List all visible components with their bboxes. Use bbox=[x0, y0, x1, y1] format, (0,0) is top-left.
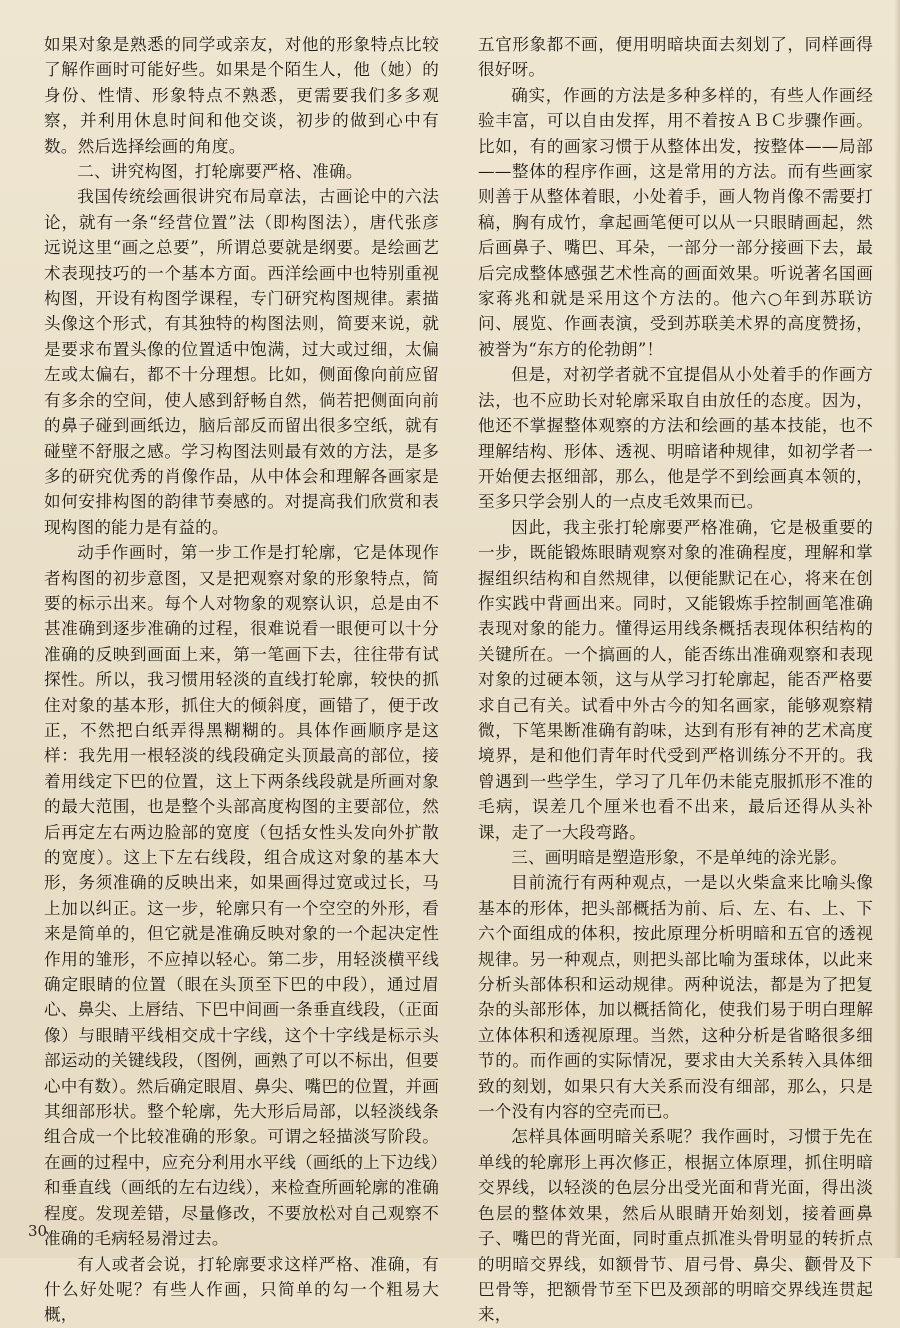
section-heading-light-shade: 三、画明暗是塑造形象，不是单纯的涂光影。 bbox=[511, 848, 848, 867]
paragraph-two-views: 目前流行有两种观点，一是以火柴盒来比喻头像基本的形体，把头部概括为前、后、左、右、上、下六个面组成的体积，按此原理分析明暗和五官的透视规律。另一种观点，则把头部比喻为蛋球体，以此来分析头部体积和运动规律。两种说法，都是为了把复杂的头部形体，加以概括简化，使我们易于明白理解立体体积和透视原理。当然，这种分析是省略很多细节的。而作画的实际情况，要求由大关系转入具体细致的刻划，如果只有大关系而没有细部，那么，只是一个没有内容的空壳而已。 bbox=[478, 873, 873, 1122]
paragraph-continued-question: 五官形象都不画，便用明暗块面去刻划了，同样画得很好呀。 bbox=[478, 35, 873, 80]
section-heading-composition: 二、讲究构图，打轮廓要严格、准确。 bbox=[77, 162, 363, 182]
paragraph-outline-steps: 动手作画时，第一步工作是打轮廓，它是体现作者构图的初步意图，又是把观察对象的形象特点，简要的标示出来。每个人对物象的观察认识，总是由不甚准确到逐步准确的过程，很难说看一眼便可以十分准确的反映到画面上来，第一笔画下去，往往带有试探性。所以，我习惯用轻淡的直线打轮廓，较快的抓住对象的基本形，抓住大的倾斜度，画错了，便于改正，不然把白纸弄得黑糊糊的。具体作画顺序是这样：我先用一根轻淡的线段确定头顶最高的部位，接着用线定下巴的位置，这上下两条线段就是所画对象的最大范围，也是整个头部高度构图的主要部位，然后再定左右两边脸部的宽度（包括女性头发向外扩散的宽度）。这上下左右线段，组合成这对象的基本大形，务须准确的反映出来，如果画得过宽或过长，马上加以纠正。这一步，轮廓只有一个空空的外形，看来是简单的，但它就是准确反映对象的一个起决定性作用的雏形，不应掉以轻心。第二步，用轻淡横平线确定眼睛的位置（眼在头顶至下巴的中段），通过眉心、鼻尖、上唇结、下巴中间画一条垂直线段，（正面像）与眼睛平线相交成十字线，这个十字线是标示头部运动的关键线段，（图例，画熟了可以不标出，但要心中有数）。然后确定眼眉、鼻尖、嘴巴的位置，并画其细部形状。整个轮廓，先大形后局部，以轻淡线条组合成一个比较准确的形象。可谓之轻描淡写阶段。在画的过程中，应充分利用水平线（画纸的上下边线）和垂直线（画纸的左右边线），来检查所画轮廓的准确程度。发现差错，尽量修改，不要放松对自己观察不准确的毛病轻易滑过去。 bbox=[44, 543, 439, 1249]
paragraph-beginners: 但是，对初学者就不宜提倡从小处着手的作画方法，也不应助长对轮廓采取自由放任的态度。因为，他还不掌握整体观察的方法和绘画的基本技能，也不理解结构、形体、透视、明暗诸种规律，如初学者一开始便去抠细部，那么，他是学不到绘画真本领的，至多只学会别人的一点皮毛效果而已。 bbox=[478, 365, 873, 512]
paragraph-how-to-shade: 怎样具体画明暗关系呢？我作画时，习惯于先在单线的轮廓形上再次修正，根据立体原理，抓住明暗交界线，以轻淡的色层分出受光面和背光面，得出淡色层的整体效果，然后从眼睛开始刻划，接着画鼻子、嘴巴的背光面，同时重点抓准头骨明显的转折点的明暗交界线，如额骨节、眉弓骨、鼻尖、颧骨及下巴骨等，把额骨节至下巴及颈部的明暗交界线连贯起来， bbox=[478, 1127, 873, 1325]
right-text-column bbox=[478, 32, 873, 1328]
paragraph-composition-tradition: 我国传统绘画很讲究布局章法，古画论中的六法论，就有一条“经营位置”法（即构图法），唐代张彦远说这里“画之总要”，所谓总要就是纲要。是绘画艺术表现技巧的一个基本方面。西洋绘画中也特别重视构图，开设有构图学课程，专门研究构图规律。素描头像这个形式，有其独特的构图法则，简要来说，就是要求布置头像的位置适中饱满，过大或过细，太偏左或太偏右，都不十分理想。比如，侧面像向前应留有多余的空间，使人感到舒畅自然，倘若把侧面向前的鼻子碰到画纸边，脑后部反而留出很多空纸，就有碰壁不舒服之感。学习构图法则最有效的方法，是多多的研究优秀的肖像作品，从中体会和理解各画家是如何安排构图的韵律节奏感的。对提高我们欣赏和表现构图的能力是有益的。 bbox=[44, 187, 439, 537]
page-edge-shadow bbox=[894, 0, 900, 1258]
paragraph-continued-intro: 如果对象是熟悉的同学或亲友，对他的形象特点比较了解作画时可能好些。如果是个陌生人，他（她）的身份、性情、形象特点不熟悉，更需要我们多多观察，并利用休息时间和他交谈，初步的做到心中有数。然后选择绘画的角度。 bbox=[44, 35, 439, 156]
paragraph-outline-question: 有人或者会说，打轮廓要求这样严格、准确，有什么好处呢？有些人作画，只简单的勾一个粗易大概， bbox=[44, 1254, 439, 1325]
paragraph-methods: 确实，作画的方法是多种多样的，有些人作画经验丰富，可以自由发挥，用不着按ＡＢＣ步骤作画。比如，有的画家习惯于从整体出发，按整体——局部——整体的程序作画，这是常用的方法。而有些画家则善于从整体着眼，小处着手，画人物肖像不需要打稿，胸有成竹，拿起画笔便可以从一只眼睛画起，然后画鼻子、嘴巴、耳朵，一部分一部分接画下去，最后完成整体感强艺术性高的画面效果。听说著名国画家蒋兆和就是采用这个方法的。他六○年到苏联访问、展览、作画表演，受到苏联美术界的高度赞扬，被誉为“东方的伦勃朗”！ bbox=[478, 85, 873, 359]
page-number: 30 bbox=[28, 1222, 48, 1240]
paragraph-strict-outline: 因此，我主张打轮廓要严格准确，它是极重要的一步，既能锻炼眼睛观察对象的准确程度，理解和掌握组织结构和自然规律，以便能默记在心，将来在创作实践中背画出来。同时，又能锻炼手控制画笔准确表现对象的能力。懂得运用线条概括表现体积结构的关键所在。一个搞画的人，能否练出准确观察和表现对象的过硬本领，这与从学习打轮廓起，能否严格要求自己有关。试看中外古今的知名画家，能够观察精微，下笔果断准确有韵味，达到有形有神的艺术高度境界，是和他们青年时代受到严格训练分不开的。我曾遇到一些学生，学习了几年仍未能克服抓形不准的毛病，误差几个厘米也看不出来，最后还得从头补课，走了一大段弯路。 bbox=[478, 517, 873, 842]
left-text-column bbox=[44, 32, 439, 1328]
